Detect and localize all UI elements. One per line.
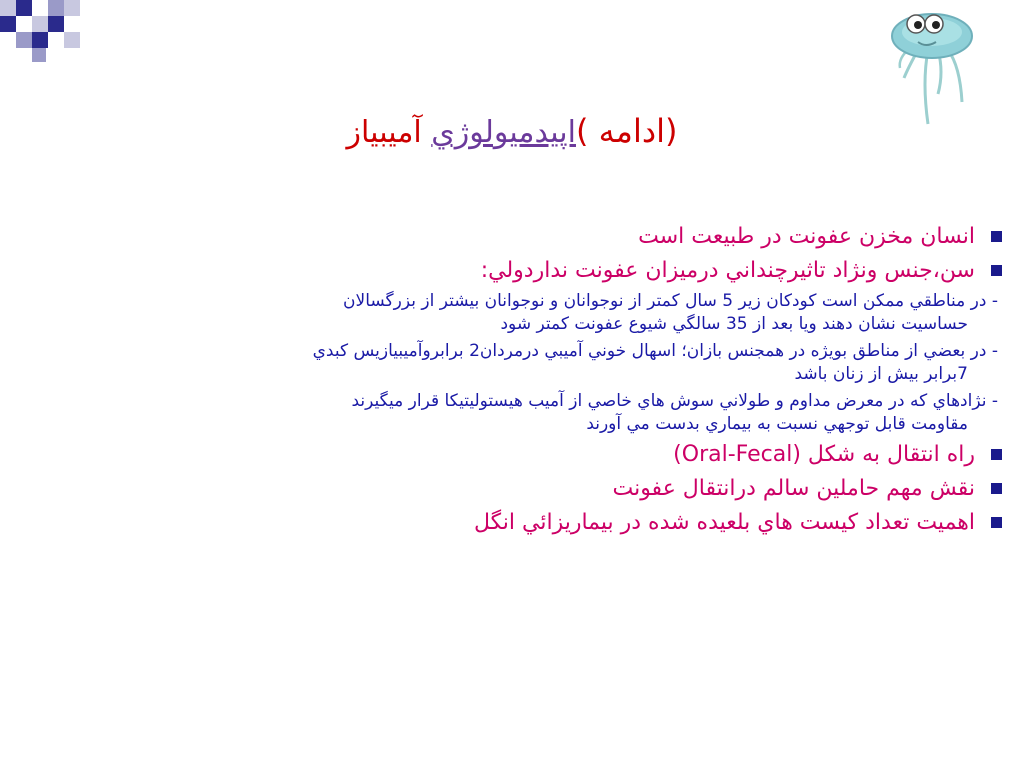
amoeba-illustration [888, 2, 978, 128]
sub-item [20, 340, 1002, 386]
sub-item [20, 290, 1002, 336]
sub-item [20, 390, 1002, 436]
bullet-text: اهميت تعداد كيست هاي بلعيده شده در بيماريزائي انگل [473, 510, 975, 535]
bullet-text: نقش مهم حاملين سالم درانتقال عفونت [612, 476, 975, 501]
bullet-item [20, 440, 1002, 470]
square-bullet-icon [991, 265, 1002, 276]
slide-title [0, 112, 1024, 150]
corner-checker-decoration [0, 0, 80, 62]
bullet-item [20, 508, 1002, 538]
sub-text-line1: - در مناطقي ممكن است كودكان زير 5 سال كمتر از نوجوانان و نوجوانان بيشتر از بزرگسالان [343, 291, 998, 311]
sub-text-line2: حساسيت نشان دهند ويا بعد از 35 سالگي شيوع عفونت كمتر شود [500, 314, 968, 334]
title-lead: (ادامه ) [575, 112, 678, 150]
sub-text-line2: 7برابر بيش از زنان باشد [794, 364, 968, 384]
square-bullet-icon [991, 231, 1002, 242]
bullet-item [20, 222, 1002, 252]
square-bullet-icon [991, 517, 1002, 528]
title-rest: آميبياز [346, 115, 432, 150]
square-bullet-icon [991, 449, 1002, 460]
bullet-item [20, 256, 1002, 286]
bullet-text: انسان مخزن عفونت در طبيعت است [638, 224, 975, 249]
sub-text-line1: - نژادهاي كه در معرض مداوم و طولاني سوش هاي خاصي از آميب هيستوليتيكا قرار ميگيرند [351, 391, 998, 411]
title-link[interactable]: اپيدميولوژي [431, 115, 576, 150]
bullet-text: راه انتقال به شكل (Oral-Fecal) [673, 442, 975, 467]
sub-text-line2: مقاومت قابل توجهي نسبت به بيماري بدست مي آورند [586, 414, 968, 434]
slide-content [20, 222, 1002, 542]
square-bullet-icon [991, 483, 1002, 494]
bullet-item [20, 474, 1002, 504]
bullet-text: سن،جنس ونژاد تاثيرچنداني درميزان عفونت ندارد‌ولي: [480, 258, 975, 283]
sub-text-line1: - در بعضي از مناطق بويژه در همجنس بازان؛ اسهال خوني آميبي درمردان2 برابروآميبيازيس كبدي [312, 341, 998, 361]
